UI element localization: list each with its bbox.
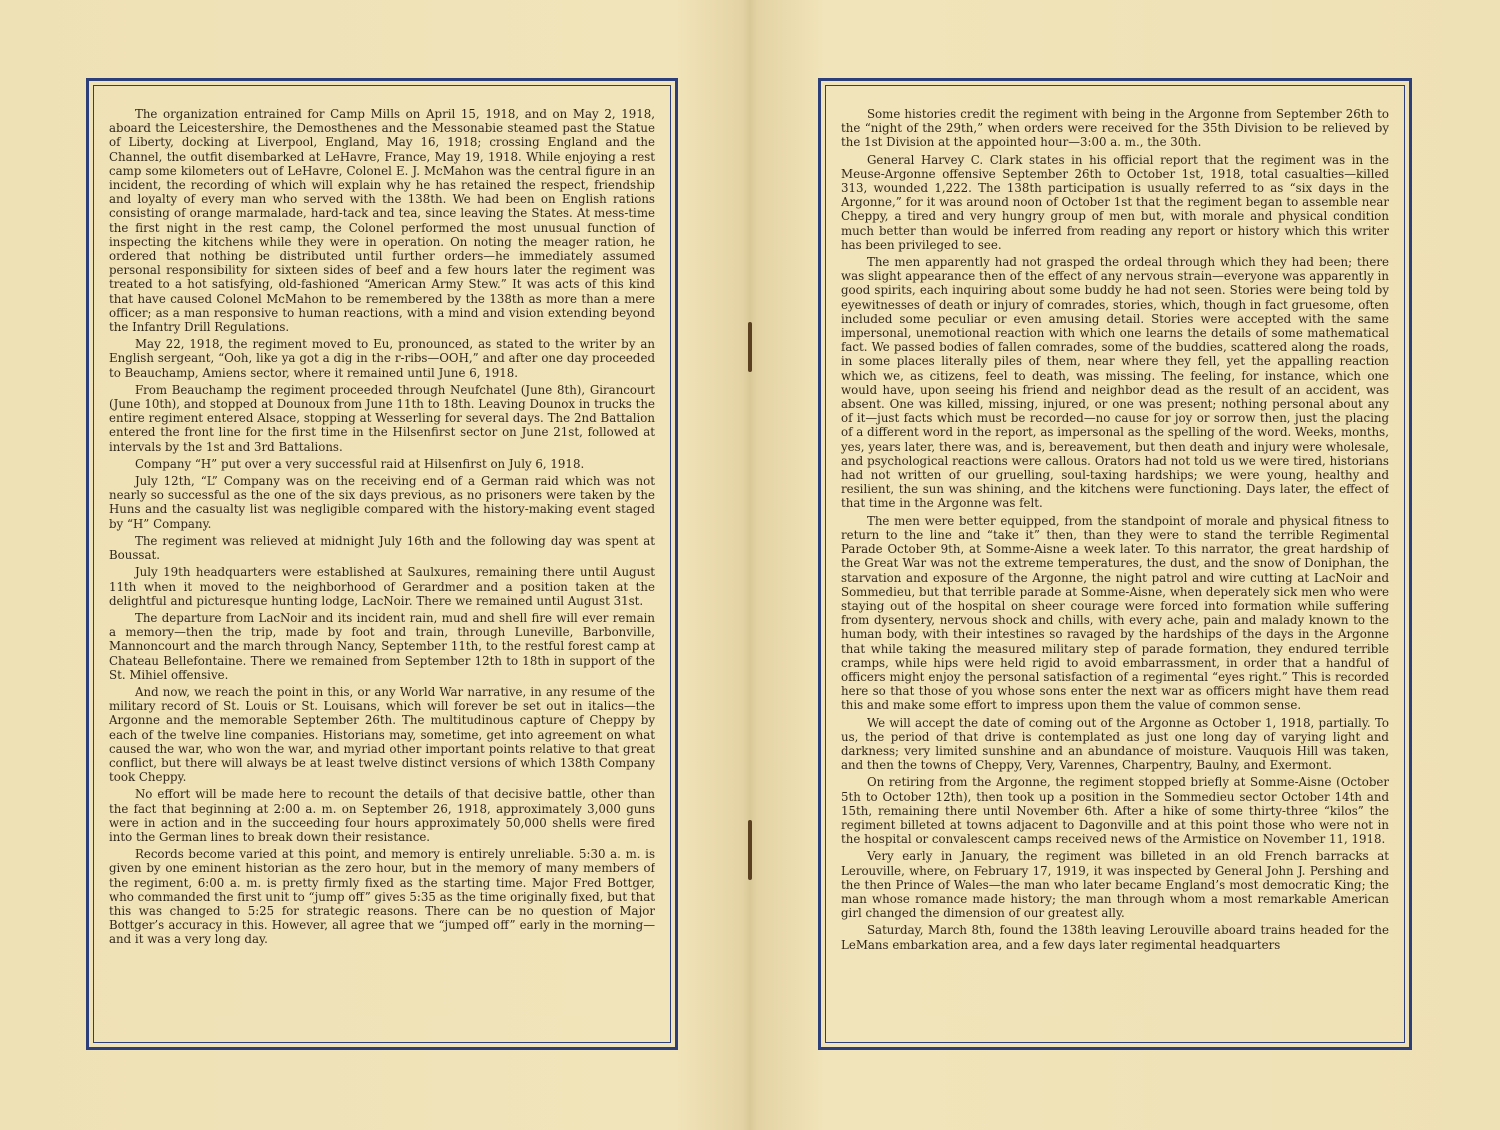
right-page-text xyxy=(841,107,1389,1031)
paragraph: Some histories credit the regiment with being in the Argonne from September 26th to the “night of the 29th,” when orders were received for the 35th Division to be relieved by the 1st Division at the appointed hour—3:00 a. m., the 30th. xyxy=(841,107,1389,150)
paragraph: July 12th, “L” Company was on the receiving end of a German raid which was not nearly so successful as the one of the six days previous, as no prisoners were taken by the Huns and the casualty list was negligible compared with the history-making event staged by “H” Company. xyxy=(109,474,655,531)
paragraph: May 22, 1918, the regiment moved to Eu, pronounced, as stated to the writer by an English sergeant, “Ooh, like ya got a dig in the r-ribs—OOH,” and after one day proceeded to Beauchamp, Amiens sector, where it remained until June 6, 1918. xyxy=(109,337,655,380)
paragraph: The departure from LacNoir and its incident rain, mud and shell fire will ever remain a memory—then the trip, made by foot and train, through Luneville, Barbonville, Mannoncourt and the march through Nancy, September 11th, to the restful forest camp at Chateau Bellefontaine. There we remained from September 12th to 18th in support of the St. Mihiel offensive. xyxy=(109,610,655,682)
paragraph: July 19th headquarters were established at Saulxures, remaining there until August 11th when it moved to the neighborhood of Gerardmer and a position taken at the delightful and picturesque hunting lodge, LacNoir. There we remained until August 31st. xyxy=(109,565,655,608)
paragraph: No effort will be made here to recount the details of that decisive battle, other than the fact that beginning at 2:00 a. m. on September 26, 1918, approximately 3,000 guns were in action and in the succeeding four hours approximately 50,000 shells were fired into the German lines to break down their resistance. xyxy=(109,787,655,844)
paragraph: Company “H” put over a very successful raid at Hilsenfirst on July 6, 1918. xyxy=(134,456,585,471)
staple-bottom xyxy=(745,820,755,880)
right-page xyxy=(750,0,1500,1130)
paragraph: And now, we reach the point in this, or any World War narrative, in any resume of the military record of St. Louis or St. Louisans, which will forever be set out in italics—the Argonne and the memorable September 26th. The multitudinous capture of Cheppy by each of the twelve line companies. Historians may, sometime, get into agreement on what caused the war, who won the war, and myriad other important points relative to that great conflict, but there will always be at least twelve distinct versions of which 138th Company took Cheppy. xyxy=(109,684,655,785)
paragraph: The men were better equipped, from the standpoint of morale and physical fitness to return to the line and “take it” then, than they were to stand the terrible Regimental Parade October 9th, at Somme-Aisne a week later. To this narrator, the great hardship of the Great War was not the extreme temperatures, the dust, and the snow of Doniphan, the starvation and exposure of the Argonne, the night patrol and wire cutting at LacNoir and Sommedieu, but that terrible parade at Somme-Aisne, when deperately sick men who were staying out of the hospital on sheer courage were forced into formation while suffering from dysentery, nervous shock and chills, with every ache, pain and malady known to the human body, with their intestines so ravaged by the hardships of the days in the Argonne that while taking the measured military step of parade formation, they endured terrible cramps, while hips were held rigid to avoid embarrassment, in order that a handful of officers might enjoy the personal satisfaction of a regimental “eyes right.” This is recorded here so that those of you whose sons enter the next war as officers might have them read this and make some effort to impress upon them the value of common sense. xyxy=(841,513,1389,713)
left-page-text xyxy=(109,107,655,1031)
left-page-border xyxy=(86,78,678,1050)
paragraph: We will accept the date of coming out of the Argonne as October 1, 1918, partially. To us, the period of that drive is contemplated as just one long day of varying light and darkness; very limited sunshine and an abundance of moisture. Vauquois Hill was taken, and then the towns of Cheppy, Very, Varennes, Charpentry, Baulny, and Exermont. xyxy=(841,715,1389,773)
paragraph: From Beauchamp the regiment proceeded through Neufchatel (June 8th), Girancourt (June 10th), and stopped at Dounoux from June 11th to 18th. Leaving Dounox in trucks the entire regiment entered Alsace, stopping at Wesserling for several days. The 2nd Battalion entered the front line for the first time in the Hilsenfirst sector on June 21st, followed at intervals by the 1st and 3rd Battalions. xyxy=(109,382,655,454)
paragraph: Records become varied at this point, and memory is entirely unreliable. 5:30 a. m. is given by one eminent historian as the zero hour, but in the memory of many members of the regiment, 6:00 a. m. is pretty firmly fixed as the starting time. Major Fred Bottger, who commanded the first unit to “jump off” gives 5:35 as the time originally fixed, but that this was changed to 5:25 for strategic reasons. There can be no question of Major Bottger’s accuracy in this. However, all agree that we “jumped off” early in the morning—and it was a very long day. xyxy=(109,847,655,947)
paragraph: Saturday, March 8th, found the 138th leaving Lerouville aboard trains headed for the LeMans embarkation area, and a few days later regimental headquarters xyxy=(841,923,1389,952)
paragraph: Very early in January, the regiment was billeted in an old French barracks at Lerouville, where, on February 17, 1919, it was inspected by General John J. Pershing and the then Prince of Wales—the man who later became England’s most democratic King; the man whose romance made history; the man through whom a most remarkable American girl changed the dimension of our greatest ally. xyxy=(841,849,1389,921)
staple-top xyxy=(745,322,755,372)
paragraph: On retiring from the Argonne, the regiment stopped briefly at Somme-Aisne (October 5th to October 12th), then took up a position in the Sommedieu sector October 14th and 15th, remaining there until November 6th. After a hike of some thirty-three “kilos” the regiment billeted at towns adjacent to Dagonville and at this point those who were not in the hospital or convalescent camps received news of the Armistice on November 11, 1918. xyxy=(841,775,1389,847)
paragraph: The regiment was relieved at midnight July 16th and the following day was spent at Boussat. xyxy=(109,533,655,563)
paragraph: The men apparently had not grasped the ordeal through which they had been; there was slight appearance then of the effect of any nervous strain—everyone was apparently in good spirits, each inquiring about some buddy he had not seen. Stories were being told by eyewitnesses of death or injury of comrades, stories, which, though in fact gruesome, often included some peculiar or even amusing detail. Stories were accepted with the same impersonal, unemotional reaction with which one learns the details of some mathematical fact. We passed bodies of fallen comrades, some of the buddies, scattered along the roads, in some places literally piles of them, near where they fell, yet the appalling reaction which we, as citizens, feel to death, was missing. The feeling, for instance, which one would have, upon seeing his friend and neighbor dead as the result of an accident, was absent. One was killed, missing, injured, or one was present; nothing personal about any of it—just facts which must be recorded—no cause for joy or sorrow then, just the placing of a different word in the report, as impersonal as the spelling of the word. Weeks, months, yes, years later, there was, and is, bereavement, but then death and injury were wholesale, and psychological reactions were callous. Orators had not told us we were tired, historians had not written of our gruelling, soul-taxing hardships; we were young, healthy and resilient, the sun was shining, and the kitchens were functioning. Days later, the effect of that time in the Argonne was felt. xyxy=(841,255,1389,511)
paragraph: General Harvey C. Clark states in his official report that the regiment was in the Meuse-Argonne offensive September 26th to October 1st, 1918, total casualties—killed 313, wounded 1,222. The 138th participation is usually referred to as “six days in the Argonne,” for it was around noon of October 1st that the regiment began to assemble near Cheppy, a tired and very hungry group of men but, with morale and physical condition much better than would be inferred from reading any report or history which this writer has been privileged to see. xyxy=(841,152,1389,252)
paragraph: The organization entrained for Camp Mills on April 15, 1918, and on May 2, 1918, aboard the Leicestershire, the Demosthenes and the Messonabie steamed past the Statue of Liberty, docking at Liverpool, England, May 16, 1918; crossing England and the Channel, the outfit disembarked at LeHavre, France, May 19, 1918. While enjoying a rest camp some kilometers out of LeHavre, Colonel E. J. McMahon was the central figure in an incident, the recording of which will explain why he has retained the respect, friendship and loyalty of every man who served with the 138th. We had been on English rations consisting of orange marmalade, hard-tack and tea, since leaving the States. At mess-time the first night in the rest camp, the Colonel performed the most unusual function of inspecting the kitchens while they were in operation. On noting the meager ration, he ordered that nothing be distributed until further orders—he immediately assumed personal responsibility for sixteen sides of beef and a few hours later the regiment was treated to a hot satisfying, old-fashioned “American Army Stew.” It was acts of this kind that have caused Colonel McMahon to be remembered by the 138th as more than a mere officer; as a man responsive to human reactions, with a mind and vision extending beyond the Infantry Drill Regulations. xyxy=(109,107,655,335)
right-page-border xyxy=(818,78,1412,1050)
